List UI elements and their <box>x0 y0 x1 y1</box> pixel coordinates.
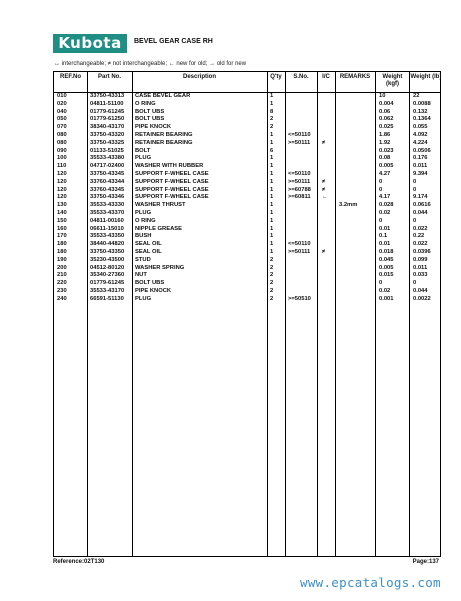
qty-cell: 2 <box>270 116 274 123</box>
weight-lb-cell: 9.174 <box>413 194 428 201</box>
ref-cell: 190 <box>57 256 67 263</box>
ref-cell: 110 <box>57 163 67 170</box>
weight-kgf-cell: 0.028 <box>379 202 394 209</box>
part-number-cell: 66591-51130 <box>90 295 124 302</box>
interchange-cell: ← <box>322 194 328 201</box>
weight-kgf-cell: 0.06 <box>379 108 391 115</box>
table-row <box>54 249 440 257</box>
part-number-cell: 33750-43313 <box>90 93 125 99</box>
ref-cell: 120 <box>57 170 67 177</box>
weight-kgf-cell: 1.86 <box>379 131 391 138</box>
table-row <box>54 132 440 140</box>
table-row <box>54 101 440 109</box>
weight-lb-cell: 0.044 <box>413 287 428 294</box>
part-number-cell: 35340-27360 <box>90 272 125 279</box>
page-title: BEVEL GEAR CASE RH <box>134 38 213 45</box>
qty-cell: 2 <box>270 295 274 302</box>
description-cell: PLUG <box>135 295 152 302</box>
weight-lb-cell: 0.0022 <box>413 295 431 302</box>
table-row <box>54 171 440 179</box>
weight-lb-cell: 0.033 <box>413 272 428 279</box>
weight-lb-cell: 0 <box>413 217 417 224</box>
part-number-cell: 33760-43344 <box>90 178 125 185</box>
weight-kgf-cell: 0.02 <box>379 287 391 294</box>
table-row <box>54 155 440 163</box>
weight-kgf-cell: 10 <box>379 93 386 99</box>
description-cell: BOLT UBS <box>135 116 165 123</box>
kubota-logo: Kubota <box>53 34 127 53</box>
weight-lb-cell: 0 <box>413 186 417 193</box>
weight-kgf-cell: 0.02 <box>379 209 391 216</box>
weight-lb-cell: 4.092 <box>413 131 428 138</box>
weight-lb-cell: 0.022 <box>413 241 428 248</box>
weight-kgf-cell: 0.005 <box>379 264 394 271</box>
qty-cell: 1 <box>270 170 274 177</box>
weight-lb-cell: 0 <box>413 280 417 287</box>
ref-cell: 040 <box>57 108 67 115</box>
qty-cell: 6 <box>270 147 274 154</box>
table-row <box>54 241 440 249</box>
reference-code: Reference:02T130 <box>53 559 105 565</box>
weight-kgf-cell: 0.015 <box>379 272 394 279</box>
table-row <box>54 163 440 171</box>
qty-cell: 2 <box>270 272 274 279</box>
description-cell: PLUG <box>135 209 152 216</box>
weight-kgf-cell: 0.01 <box>379 225 391 232</box>
table-row <box>54 124 440 132</box>
ref-cell: 090 <box>57 147 67 154</box>
ref-cell: 120 <box>57 186 67 193</box>
remarks-cell: 3.2mm <box>339 202 358 209</box>
qty-cell: 1 <box>270 225 274 232</box>
header-description: Description <box>182 74 216 80</box>
weight-kgf-cell: 0.004 <box>379 100 394 107</box>
qty-cell: 1 <box>270 155 274 162</box>
ref-cell: 210 <box>57 272 67 279</box>
part-number-cell: 33750-43320 <box>90 131 125 138</box>
ref-cell: 180 <box>57 248 67 255</box>
part-number-cell: 35533-43170 <box>90 287 125 294</box>
header-weight-lb: Weight (lb) <box>410 74 442 80</box>
ref-cell: 180 <box>57 241 67 248</box>
table-row <box>54 257 440 265</box>
header-weight-kgf: Weight (kgf) <box>382 74 403 87</box>
header-ref: REF.No <box>60 74 81 80</box>
weight-kgf-cell: 0 <box>379 217 383 224</box>
qty-cell: 1 <box>270 241 274 248</box>
ref-cell: 140 <box>57 209 67 216</box>
table-row <box>54 210 440 218</box>
serial-number-cell: >=50111 <box>288 139 311 146</box>
qty-cell: 1 <box>270 178 274 185</box>
qty-cell: 1 <box>270 100 274 107</box>
weight-lb-cell: 0.099 <box>413 256 428 263</box>
interchange-cell: ≠ <box>322 248 326 255</box>
serial-number-cell: >=60788 <box>288 186 311 193</box>
part-number-cell: 35533-43330 <box>90 202 125 209</box>
weight-kgf-cell: 0.005 <box>379 163 394 170</box>
part-number-cell: 33750-43350 <box>90 248 125 255</box>
description-cell: SUPPORT F-WHEEL CASE <box>135 170 209 177</box>
ref-cell: 070 <box>57 124 67 131</box>
serial-number-cell: >=50510 <box>288 295 311 302</box>
serial-number-cell: >=50111 <box>288 248 311 255</box>
weight-kgf-cell: 0 <box>379 280 383 287</box>
weight-lb-cell: 4.224 <box>413 139 428 146</box>
header-qty: Q'ty <box>270 74 282 80</box>
weight-lb-cell: 9.394 <box>413 170 428 177</box>
part-number-cell: 35533-43350 <box>90 233 125 240</box>
table-row <box>54 218 440 226</box>
part-number-cell: 33750-43346 <box>90 194 125 201</box>
description-cell: SEAL OIL <box>135 248 162 255</box>
weight-lb-cell: 0.0088 <box>413 100 431 107</box>
qty-cell: 2 <box>270 256 274 263</box>
qty-cell: 1 <box>270 93 274 99</box>
weight-lb-cell: 0.011 <box>413 264 428 271</box>
part-number-cell: 01779-61245 <box>90 108 125 115</box>
serial-number-cell: >=50111 <box>288 178 311 185</box>
part-number-cell: 33750-43325 <box>90 139 125 146</box>
part-number-cell: 35533-43370 <box>90 209 125 216</box>
description-cell: PIPE KNOCK <box>135 287 172 294</box>
header-part: Part No. <box>97 74 121 80</box>
weight-kgf-cell: 4.17 <box>379 194 391 201</box>
description-cell: WASHER SPRING <box>135 264 185 271</box>
description-cell: SUPPORT F-WHEEL CASE <box>135 186 209 193</box>
qty-cell: 8 <box>270 108 274 115</box>
qty-cell: 1 <box>270 248 274 255</box>
description-cell: SUPPORT F-WHEEL CASE <box>135 194 209 201</box>
weight-lb-cell: 0.044 <box>413 209 428 216</box>
weight-kgf-cell: 0.025 <box>379 124 394 131</box>
description-cell: NUT <box>135 272 147 279</box>
table-row <box>54 93 440 101</box>
qty-cell: 1 <box>270 233 274 240</box>
parts-table <box>53 71 441 557</box>
weight-lb-cell: 0.0396 <box>413 248 431 255</box>
table-row <box>54 226 440 234</box>
weight-kgf-cell: 0.1 <box>379 233 388 240</box>
weight-lb-cell: 0.0616 <box>413 202 431 209</box>
ref-cell: 100 <box>57 155 67 162</box>
description-cell: CASE BEVEL GEAR <box>135 93 191 99</box>
interchange-cell: ≠ <box>322 186 326 193</box>
interchange-cell: ≠ <box>322 139 326 146</box>
weight-kgf-cell: 0.062 <box>379 116 394 123</box>
part-number-cell: 01779-61245 <box>90 280 125 287</box>
ref-cell: 120 <box>57 178 67 185</box>
description-cell: WASHER WITH RUBBER <box>135 163 204 170</box>
serial-number-cell: <=50110 <box>288 170 311 177</box>
description-cell: STUD <box>135 256 151 263</box>
qty-cell: 1 <box>270 131 274 138</box>
part-number-cell: 38340-43170 <box>90 124 125 131</box>
qty-cell: 1 <box>270 163 274 170</box>
ref-cell: 160 <box>57 225 67 232</box>
part-number-cell: 35230-43500 <box>90 256 125 263</box>
ref-cell: 200 <box>57 264 67 271</box>
ref-cell: 050 <box>57 116 67 123</box>
ref-cell: 230 <box>57 287 67 294</box>
watermark: www.epcatalogs.com <box>300 575 441 590</box>
description-cell: SEAL OIL <box>135 241 162 248</box>
weight-kgf-cell: 0 <box>379 186 383 193</box>
serial-number-cell: <=50110 <box>288 131 311 138</box>
weight-kgf-cell: 0.023 <box>379 147 394 154</box>
weight-lb-cell: 0.055 <box>413 124 428 131</box>
description-cell: WASHER THRUST <box>135 202 186 209</box>
ref-cell: 120 <box>57 194 67 201</box>
part-number-cell: 38440-44820 <box>90 241 125 248</box>
ref-cell: 240 <box>57 295 67 302</box>
header-remarks: REMARKS <box>339 74 371 80</box>
ref-cell: 080 <box>57 131 67 138</box>
ref-cell: 170 <box>57 233 67 240</box>
part-number-cell: 01779-61250 <box>90 116 125 123</box>
part-number-cell: 33750-43345 <box>90 170 125 177</box>
description-cell: O RING <box>135 100 156 107</box>
page-number: Page:137 <box>412 559 439 565</box>
weight-kgf-cell: 4.27 <box>379 170 391 177</box>
qty-cell: 2 <box>270 280 274 287</box>
weight-kgf-cell: 0.018 <box>379 248 394 255</box>
interchange-legend: ↔ interchangeable; ≠ not interchangeable; ← new for old; → old for new <box>54 61 247 67</box>
serial-number-cell: <=50110 <box>288 241 311 248</box>
qty-cell: 2 <box>270 287 274 294</box>
ref-cell: 150 <box>57 217 67 224</box>
qty-cell: 2 <box>270 264 274 271</box>
description-cell: BOLT <box>135 147 151 154</box>
weight-kgf-cell: 0.045 <box>379 256 394 263</box>
part-number-cell: 04512-80120 <box>90 264 125 271</box>
weight-lb-cell: 22 <box>413 93 420 99</box>
qty-cell: 1 <box>270 217 274 224</box>
table-row <box>54 296 440 304</box>
table-body <box>54 93 440 304</box>
weight-lb-cell: 0 <box>413 178 417 185</box>
weight-lb-cell: 0.011 <box>413 163 428 170</box>
part-number-cell: 04811-51100 <box>90 100 124 107</box>
table-row <box>54 288 440 296</box>
description-cell: BOLT UBS <box>135 280 165 287</box>
weight-lb-cell: 0.0506 <box>413 147 431 154</box>
header-sno: S.No. <box>293 74 309 80</box>
weight-kgf-cell: 0.001 <box>379 295 394 302</box>
description-cell: BUSH <box>135 233 152 240</box>
ref-cell: 010 <box>57 93 67 99</box>
weight-lb-cell: 0.22 <box>413 233 425 240</box>
qty-cell: 1 <box>270 186 274 193</box>
part-number-cell: 04811-00160 <box>90 217 124 224</box>
description-cell: NIPPLE GREASE <box>135 225 183 232</box>
ref-cell: 220 <box>57 280 67 287</box>
ref-cell: 020 <box>57 100 67 107</box>
part-number-cell: 04717-02400 <box>90 163 125 170</box>
part-number-cell: 35533-43380 <box>90 155 125 162</box>
serial-number-cell: >=60811 <box>288 194 311 201</box>
interchange-cell: ≠ <box>322 178 326 185</box>
qty-cell: 1 <box>270 194 274 201</box>
description-cell: PLUG <box>135 155 152 162</box>
description-cell: RETAINER BEARING <box>135 131 193 138</box>
description-cell: BOLT UBS <box>135 108 165 115</box>
weight-lb-cell: 0.1364 <box>413 116 431 123</box>
weight-lb-cell: 0.176 <box>413 155 428 162</box>
weight-kgf-cell: 0.01 <box>379 241 391 248</box>
table-row <box>54 233 440 241</box>
table-row <box>54 187 440 195</box>
part-number-cell: 01133-51025 <box>90 147 124 154</box>
qty-cell: 2 <box>270 124 274 131</box>
table-row <box>54 202 440 210</box>
description-cell: RETAINER BEARING <box>135 139 193 146</box>
weight-lb-cell: 0.132 <box>413 108 428 115</box>
weight-kgf-cell: 0 <box>379 178 383 185</box>
table-row <box>54 179 440 187</box>
qty-cell: 1 <box>270 209 274 216</box>
description-cell: PIPE KNOCK <box>135 124 172 131</box>
qty-cell: 1 <box>270 139 274 146</box>
table-row <box>54 116 440 124</box>
description-cell: SUPPORT F-WHEEL CASE <box>135 178 209 185</box>
table-row <box>54 194 440 202</box>
weight-lb-cell: 0.022 <box>413 225 428 232</box>
weight-kgf-cell: 1.92 <box>379 139 391 146</box>
description-cell: O RING <box>135 217 156 224</box>
table-row <box>54 109 440 117</box>
table-row <box>54 148 440 156</box>
table-row <box>54 140 440 148</box>
ref-cell: 080 <box>57 139 67 146</box>
table-row <box>54 280 440 288</box>
weight-kgf-cell: 0.08 <box>379 155 391 162</box>
table-row <box>54 272 440 280</box>
qty-cell: 1 <box>270 202 274 209</box>
part-number-cell: 06611-15010 <box>90 225 124 232</box>
ref-cell: 130 <box>57 202 67 209</box>
table-row <box>54 265 440 273</box>
header-ic: I/C <box>322 74 330 80</box>
part-number-cell: 33760-43345 <box>90 186 125 193</box>
